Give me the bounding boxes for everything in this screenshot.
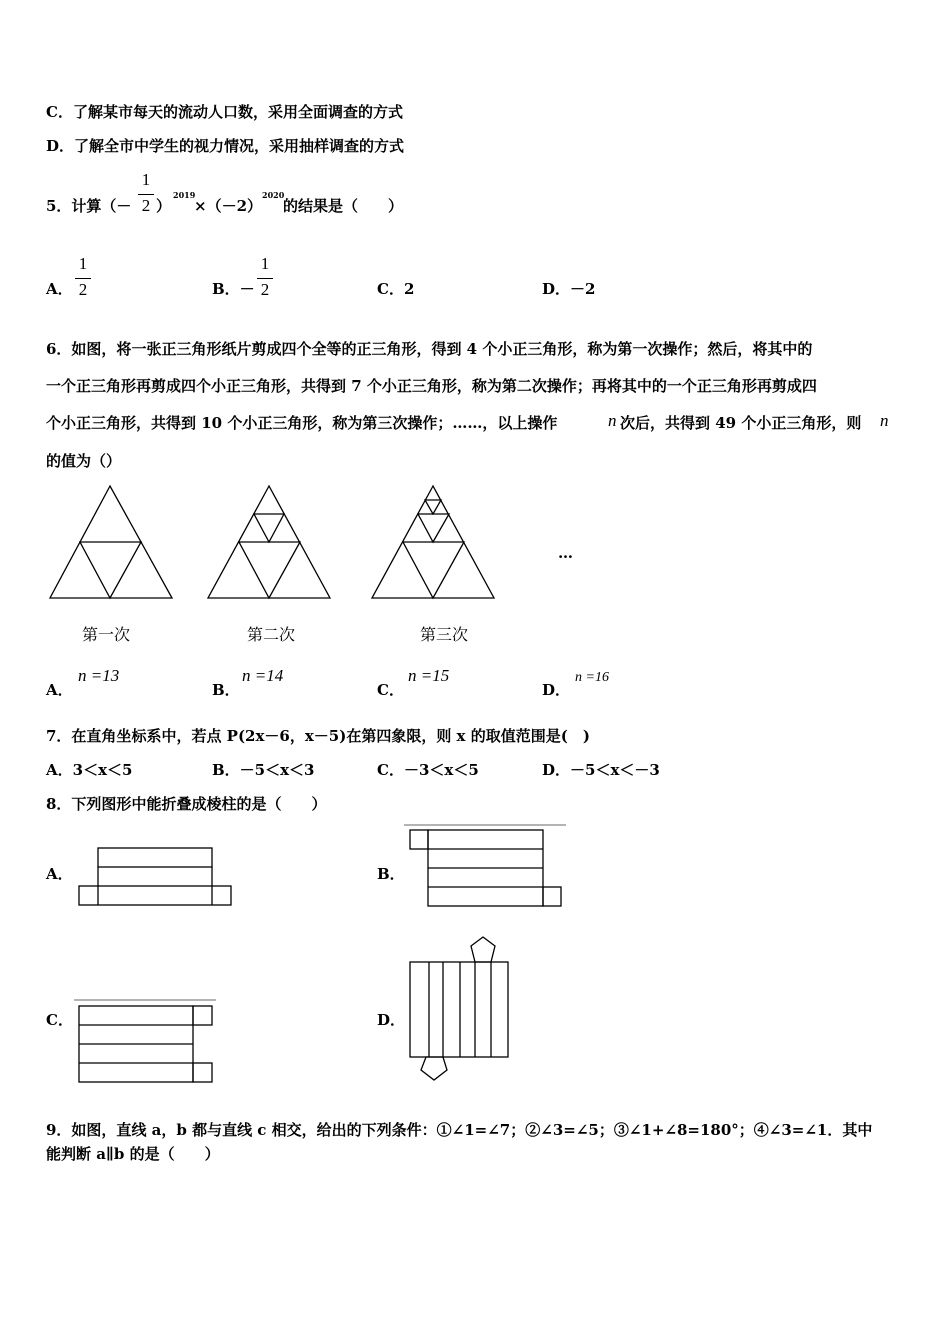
q6-option-d-label: D． <box>542 681 571 699</box>
q8-option-b-figure <box>402 822 572 912</box>
triangle-first-inner <box>80 542 141 598</box>
q7-option-c: C．－3＜x＜5 <box>377 761 479 779</box>
q8-option-d-label: D． <box>377 1011 406 1029</box>
q6-option-b-value: n =14 <box>242 666 284 685</box>
q5-prefix: 5．计算（－ <box>46 197 132 215</box>
q8-option-b-label: B． <box>377 865 405 883</box>
q8-option-a-label: A． <box>46 865 73 883</box>
q9-stem-line1: 9．如图，直线 a，b 都与直线 c 相交，给出的下列条件：①∠1=∠7；②∠3=∠5；③∠1+∠8=180°；④∠3=∠1．其中 <box>46 1121 873 1139</box>
q6-option-d-value: n =16 <box>575 670 609 685</box>
q5-option-b-bar <box>257 278 273 279</box>
q6-stem-line4: 的值为（） <box>46 452 122 470</box>
q6-option-c-label: C． <box>377 681 404 699</box>
q6-n-symbol-2: n <box>880 411 889 430</box>
q8-stem: 8．下列图形中能折叠成棱柱的是（ ） <box>46 795 327 813</box>
q5-option-b-label: B．－ <box>212 280 255 298</box>
triangle-third-inner <box>403 542 464 598</box>
q5-fraction-numerator: 1 <box>141 170 151 189</box>
q6-stem-line3a: 个小正三角形，共得到 10 个小正三角形，称为第三次操作；……，以上操作 <box>46 414 558 432</box>
q9-stem-line2: 能判断 a∥b 的是（ ） <box>46 1145 220 1163</box>
q5-suffix: 的结果是（ ） <box>283 197 404 215</box>
q6-option-a-value: n =13 <box>78 666 120 685</box>
q4-option-c: C．了解某市每天的流动人口数，采用全面调查的方式 <box>46 103 403 121</box>
q5-option-a-bar <box>75 278 91 279</box>
q6-caption-first: 第一次 <box>82 625 131 644</box>
q7-option-d: D．－5＜x＜－3 <box>542 761 660 779</box>
q5-option-d: D．－2 <box>542 280 596 298</box>
q6-caption-second: 第二次 <box>247 625 296 644</box>
q5-times: ×（－2） <box>194 197 263 215</box>
q7-option-b: B．－5＜x＜3 <box>212 761 315 779</box>
q6-triangle-figures <box>0 484 950 614</box>
q6-caption-third: 第三次 <box>420 625 469 644</box>
q6-stem-line3b: 次后，共得到 49 个小正三角形，则 <box>620 414 862 432</box>
triangle-third-inner-3 <box>425 500 441 514</box>
q6-option-a-label: A． <box>46 681 73 699</box>
q5-option-a-label: A． <box>46 280 73 298</box>
q6-ellipsis: … <box>558 544 573 562</box>
q5-option-b-numerator: 1 <box>260 254 270 273</box>
triangle-second-inner-2 <box>254 514 284 542</box>
q7-option-a: A．3＜x＜5 <box>46 761 133 779</box>
q8-option-c-figure <box>72 996 222 1086</box>
q5-fraction-bar <box>138 194 154 195</box>
triangle-second-inner <box>239 542 300 598</box>
q5-close-paren: ） <box>156 197 172 215</box>
q6-stem-line2: 一个正三角形再剪成四个小正三角形，共得到 7 个小正三角形，称为第二次操作；再将其中的一个正三角形再剪成四 <box>46 377 817 395</box>
q8-option-c-label: C． <box>46 1011 73 1029</box>
q4-option-d: D．了解全市中学生的视力情况，采用抽样调查的方式 <box>46 137 405 155</box>
q6-option-b-label: B． <box>212 681 240 699</box>
q5-fraction-denominator: 2 <box>141 196 151 215</box>
q8-option-a-figure <box>78 847 238 907</box>
q6-n-symbol-1: n <box>608 411 617 430</box>
q8-option-d-figure <box>406 936 516 1086</box>
q6-option-c-value: n =15 <box>408 666 450 685</box>
q5-option-c: C．2 <box>377 280 415 298</box>
q5-option-a-denominator: 2 <box>78 280 88 299</box>
q6-stem-line1: 6．如图，将一张正三角形纸片剪成四个全等的正三角形，得到 4 个小正三角形，称为第一次操作；然后，将其中的 <box>46 340 813 358</box>
q5-option-b-denominator: 2 <box>260 280 270 299</box>
triangle-third-inner-2 <box>418 514 449 542</box>
q5-option-a-numerator: 1 <box>78 254 88 273</box>
q5-exponent-2019: 2019 <box>173 190 196 200</box>
q7-stem: 7．在直角坐标系中，若点 P(2x－6，x－5)在第四象限，则 x 的取值范围是( ) <box>46 727 590 745</box>
q5-exponent-2020: 2020 <box>262 190 285 200</box>
